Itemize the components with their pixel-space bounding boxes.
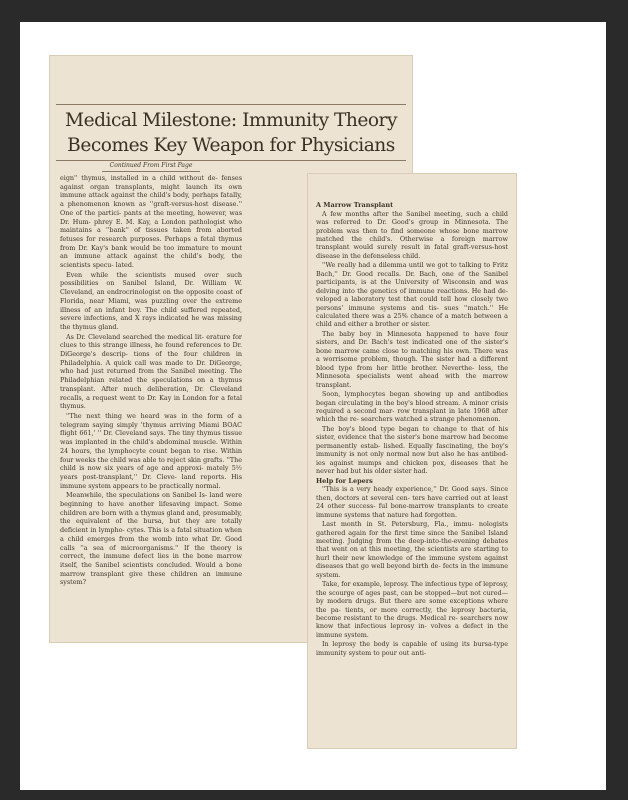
paragraph: In leprosy the body is capable of using its bursa-type immunity system to pour out anti- — [316, 640, 508, 657]
paragraph: A few months after the Sanibel meeting, such a child was referred to Dr. Good's group in Minnesota. The problem was then to find someone whose bone marrow matched the child's. Otherwise a foreign marrow transplant would surely result in fatal graft-versus-host disease in the defenseless child. — [316, 209, 508, 260]
paragraph: As Dr. Cleveland searched the medical lit- erature for clues to this strange illness, he found references to Dr. DiGeorge's descrip- tions of the four children in Philadelphia. A quick call was made to Dr. DiGeorge, who had just returned from the Sanibel meeting. The Philadelphian related the speculations on a thymus transplant. After much deliberation, Dr. Cleveland recalls, a request went to Dr. Kay in London for a fetal thymus. — [60, 332, 242, 411]
paragraph: ''We really had a dilemma until we got to talking to Fritz Bach,'' Dr. Good recalls. Dr. Bach, one of the Sanibel participants, is at the University of Wisconsin and was delving into the genetics of immune reactions. He had de- veloped a laboratory test that could tell how closely two persons' immune systems and tis- sues ''match.'' He calculated there was a 25% chance of a match between a child and either a brother or sister. — [316, 261, 508, 329]
paragraph: The baby boy in Minnesota happened to have four sisters, and Dr. Bach's test indicated one of the sister's bone marrow came close to matching his own. There was a worrisome problem, though. The sister had a different blood type from her little brother. Neverthe- less, the Minnesota specialists went ahead with the marrow transplant. — [316, 329, 508, 389]
paragraph: Take, for example, leprosy. The infectious type of leprosy, the scourge of ages past, can be stopped—but not cured—by modern drugs. But there are some exceptions where the pa- tients, or more correctly, the leprosy bacteria, become resistant to the drugs. Medical re- searchers now know that infectious leprosy in- volves a defect in the immune system. — [316, 580, 508, 639]
paragraph: ''The next thing we heard was in the form of a telegram saying simply 'thymus arriving Miami BOAC flight 661,' '' Dr. Cleveland says. The tiny thymus tissue was implanted in the child's abdominal muscle. Within 24 hours, the lymphocyte count began to rise. Within four weeks the child was able to reject skin grafts. ''The child is now six years of age and approxi- mately 5½ years post-transplant,'' Dr. Cleve- land reports. His immune system appears to be practically normal. — [60, 411, 242, 490]
paragraph: Soon, lymphocytes began showing up and antibodies began circulating in the boy's blood stream. A minor crisis required a second mar- row transplant in late 1968 after which the re- searchers watched a strange phenomenon. — [316, 390, 508, 424]
paragraph: Even while the scientists mused over such possibilities on Sanibel Island, Dr. William W. Cleveland, an endrocrinologist on the opposite coast of Florida, near Miami, was puzzling over the extreme illness of an infant boy. The child suffered repeated, severe infections, and X rays indicated he was missing the thymus gland. — [60, 270, 242, 331]
right-article-column — [316, 200, 508, 658]
headline-line-1: Medical Milestone: Immunity Theory — [65, 110, 397, 131]
paragraph: Last month in St. Petersburg, Fla., immu- nologists gathered again for the first time since the Sanibel Island meeting. Judging from the deep-into-the-evening debates that went on at this meeting, the scientists are starting to hurl their new knowledge of the immune system against diseases that go well beyond birth de- fects in the immune system. — [316, 520, 508, 579]
paragraph: eign'' thymus, installed in a child without de- fenses against organ transplants, might launch its own immune attack against the child's body, perhaps fatally, a phenomenon known as ''graft-versus-host disease.'' One of the partici- pants at the meeting, however, was Dr. Hum- phrey E. M. Kay, a London pathologist who maintains a ''bank'' of tissues taken from aborted fetuses for research purposes. Perhaps a fetal thymus from Dr. Kay's bank would be too immature to mount an immune attack against the child's body, the scientists specu- lated. — [60, 174, 242, 270]
paragraph: The boy's blood type began to change to that of his sister, evidence that the sister's bone marrow had become permanently estab- lished. Equally fascinating, the boy's immunity is not only normal now but also he has antibod- ies against mumps and chicken pox, diseases that he never had but his older sister had. — [316, 424, 508, 476]
headline — [56, 104, 406, 161]
clipping-right — [308, 174, 516, 748]
subhead-marrow-transplant: A Marrow Transplant — [316, 201, 394, 209]
headline-line-2: Becomes Key Weapon for Physicians — [67, 135, 395, 156]
paragraph: Meanwhile, the speculations on Sanibel Is- land were beginning to have another lifesaving impact. Some children are born with a thymus gland and, presumably, the equivalent of the bursa, but they are totally deficient in lympho- cytes. This is a fatal situation when a child emerges from the womb into what Dr. Good calls ''a sea of microorganisms.'' If the theory is correct, the immune defect lies in the bone marrow itself, the Sanibel scientists concluded. Would a bone marrow transplant give these children an immune system? — [60, 491, 242, 587]
subhead-help-for-lepers: Help for Lepers — [316, 476, 373, 485]
continued-label: Continued From First Page — [102, 162, 200, 172]
scan-page — [20, 22, 606, 790]
paragraph: ''This is a very heady experience,'' Dr. Good says. Since then, doctors at several cen- ters have carried out at least 24 other success- ful bone-marrow transplants to create immune systems that nature had forgotten. — [316, 485, 508, 519]
left-article-column — [60, 162, 242, 588]
